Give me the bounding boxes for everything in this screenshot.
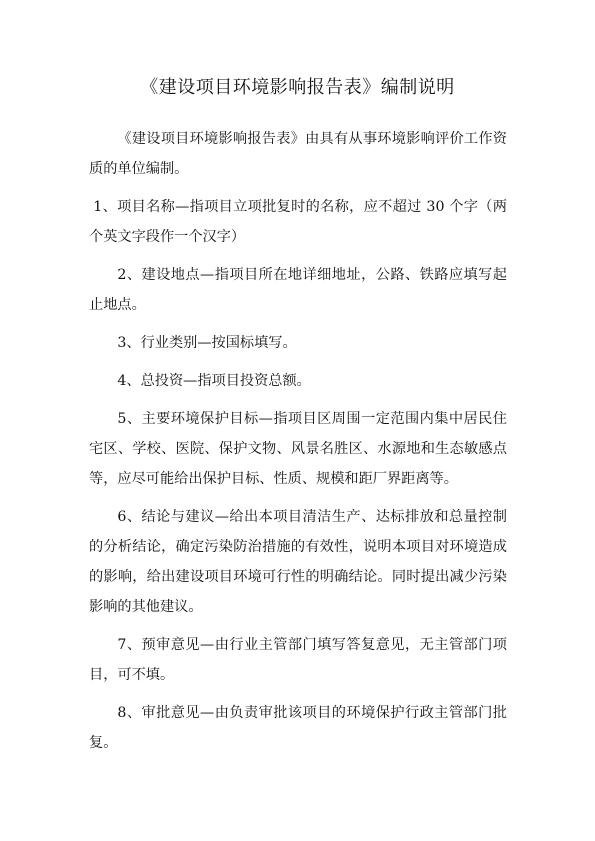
document-body (89, 124, 507, 766)
intro-paragraph: 《建设项目环境影响报告表》由具有从事环境影响评价工作资质的单位编制。 (89, 131, 507, 177)
item-construction-site: 2、建设地点—指项目所在地详细地址，公路、铁路应填写起止地点。 (89, 267, 507, 313)
item-project-name: 1、项目名称—指项目立项批复时的名称，应不超过 30 个字（两个英文字段作一个汉字） (89, 199, 507, 245)
item-total-investment: 4、总投资—指项目投资总额。 (117, 373, 311, 389)
item-preliminary-review: 7、预审意见—由行业主管部门填写答复意见，无主管部门项目，可不填。 (89, 637, 507, 683)
item-protection-targets: 5、主要环境保护目标—指项目区周围一定范围内集中居民住宅区、学校、医院、保护文物、风景名胜区、水源地和生态敏感点等，应尽可能给出保护目标、性质、规模和距厂界距离等。 (89, 411, 507, 487)
item-industry-category: 3、行业类别—按国标填写。 (117, 335, 297, 351)
document-title: 《建设项目环境影响报告表》编制说明 (140, 77, 455, 98)
item-approval-opinion: 8、审批意见—由负责审批该项目的环境保护行政主管部门批复。 (89, 705, 507, 751)
item-conclusions: 6、结论与建议—给出本项目清洁生产、达标排放和总量控制的分析结论，确定污染防治措施的有效性，说明本项目对环境造成的影响，给出建设项目环境可行性的明确结论。同时提出减少污染影响的其他建议。 (89, 509, 507, 615)
